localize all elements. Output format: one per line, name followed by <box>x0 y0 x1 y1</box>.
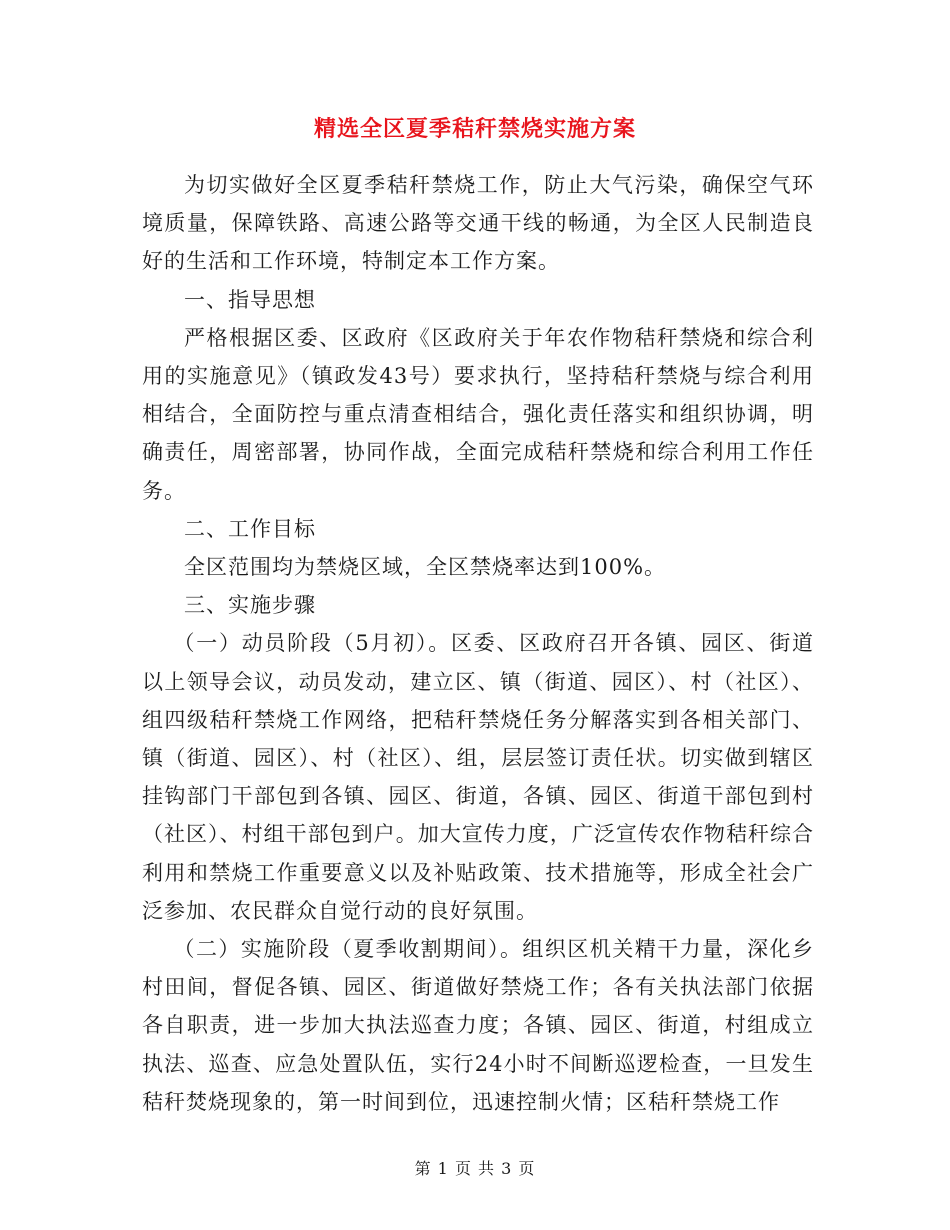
page-footer <box>0 1156 950 1179</box>
document-body <box>142 166 814 1121</box>
section-heading-work-goal: 二、工作目标 <box>184 516 316 541</box>
intro-paragraph: 为切实做好全区夏季秸秆禁烧工作，防止大气污染，确保空气环境质量，保障铁路、高速公路等交通干线的畅通，为全区人民制造良好的生活和工作环境，特制定本工作方案。 <box>142 173 814 274</box>
implementation-stage-paragraph: （二）实施阶段（夏季收割期间）。组织区机关精干力量，深化乡村田间，督促各镇、园区、街道做好禁烧工作；各有关执法部门依据各自职责，进一步加大执法巡查力度；各镇、园区、街道，村组成立执法、巡查、应急处置队伍，实行24小时不间断巡逻检查，一旦发生秸秆焚烧现象的，第一时间到位，迅速控制火情；区秸秆禁烧工作 <box>142 937 814 1114</box>
work-goal-paragraph: 全区范围均为禁烧区域，全区禁烧率达到100%。 <box>184 555 667 580</box>
section-heading-implementation-steps: 三、实施步骤 <box>184 593 316 618</box>
page-number-label: 第 1 页 共 3 页 <box>414 1159 536 1178</box>
document-title: 精选全区夏季秸秆禁烧实施方案 <box>313 116 636 142</box>
section-heading-guiding-thought: 一、指导思想 <box>184 287 316 312</box>
mobilization-stage-paragraph: （一）动员阶段（5月初）。区委、区政府召开各镇、园区、街道以上领导会议，动员发动，建立区、镇（街道、园区）、村（社区）、组四级秸秆禁烧工作网络，把秸秆禁烧任务分解落实到各相关部门、镇（街道、园区）、村（社区）、组，层层签订责任状。切实做到辖区挂钩部门干部包到各镇、园区、街道，各镇、园区、街道干部包到村（社区）、村组干部包到户。加大宣传力度，广泛宣传农作物秸秆综合利用和禁烧工作重要意义以及补贴政策、技术措施等，形成全社会广泛参加、农民群众自觉行动的良好氛围。 <box>142 631 814 923</box>
guiding-thought-paragraph: 严格根据区委、区政府《区政府关于年农作物秸秆禁烧和综合利用的实施意见》（镇政发43号）要求执行，坚持秸秆禁烧与综合利用相结合，全面防控与重点清查相结合，强化责任落实和组织协调，明确责任，周密部署，协同作战，全面完成秸秆禁烧和综合利用工作任务。 <box>142 325 814 503</box>
